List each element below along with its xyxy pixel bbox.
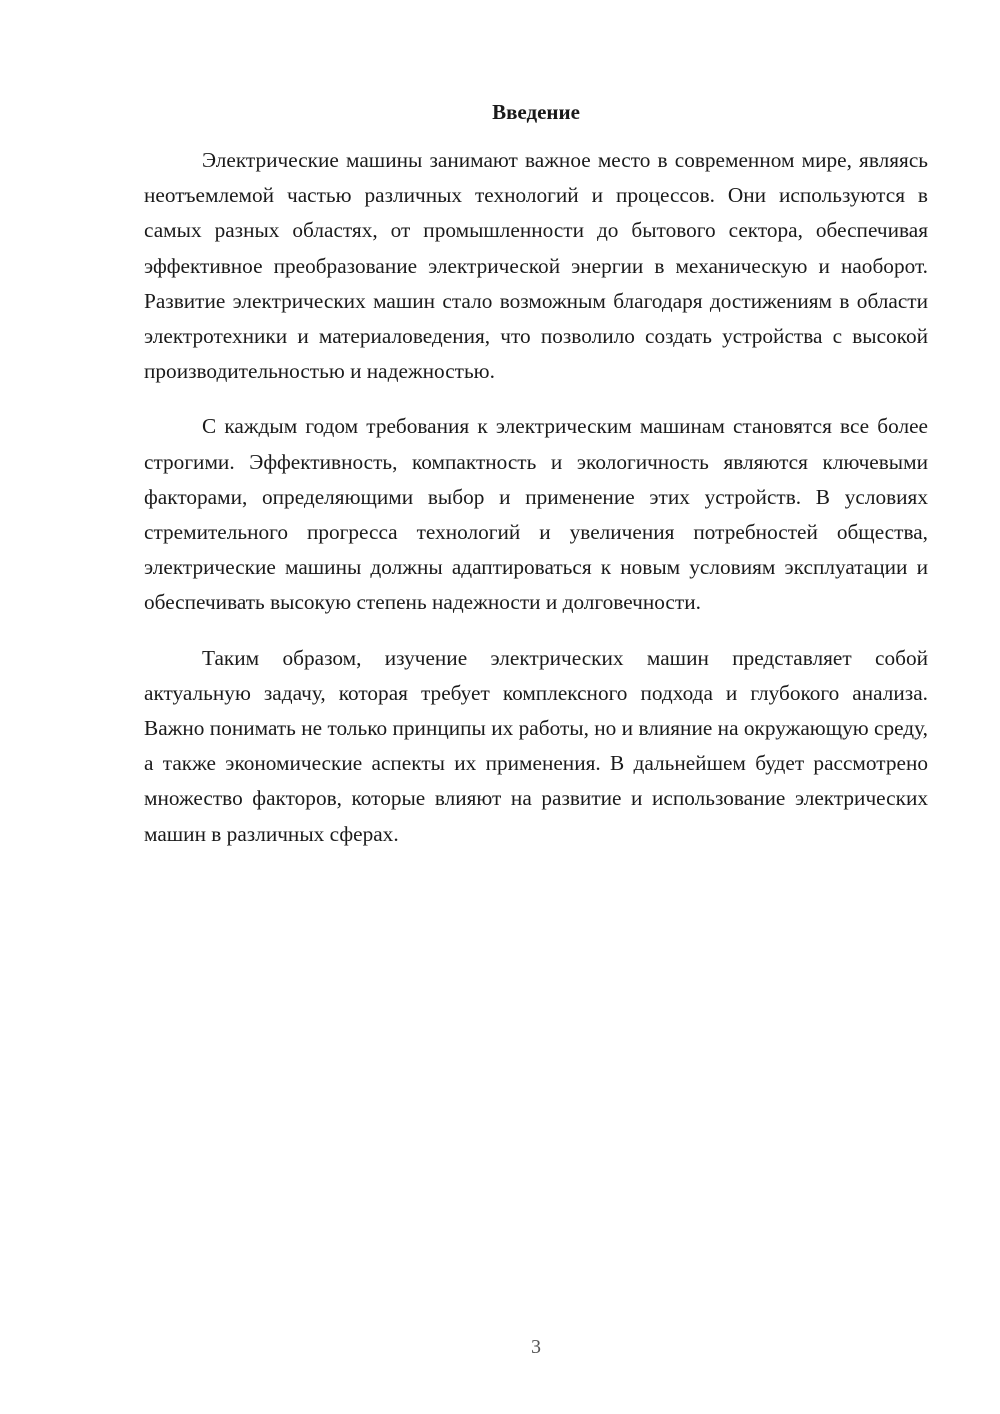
page-number: 3 xyxy=(531,1336,541,1358)
paragraph-2: С каждым годом требования к электрическим машинам становятся все более строгими. Эффективность, компактность и экологичность являются ключевыми факторами, определяющими выбор и применение этих устройств. В условиях стремительного прогресса технологий и увеличения потребностей общества, электрические машины должны адаптироваться к новым условиям эксплуатации и обеспечивать высокую степень надежности и долговечности. xyxy=(144,414,928,615)
paragraph-3: Таким образом, изучение электрических машин представляет собой актуальную задачу, которая требует комплексного подхода и глубокого анализа. Важно понимать не только принципы их работы, но и влияние на окружающую среду, а также экономические аспекты их применения. В дальнейшем будет рассмотрено множество факторов, которые влияют на развитие и использование электрических машин в различных сферах. xyxy=(144,645,928,846)
paragraph-1: Электрические машины занимают важное место в современном мире, являясь неотъемлемой частью различных технологий и процессов. Они используются в самых разных областях, от промышленности до бытового сектора, обеспечивая эффективное преобразование электрической энергии в механическую и наоборот. Развитие электрических машин стало возможным благодаря достижениям в области электротехники и материаловедения, что позволило создать устройства с высокой производительностью и надежностью. xyxy=(144,148,928,384)
section-heading: Введение xyxy=(492,100,580,124)
body-text xyxy=(144,143,928,872)
